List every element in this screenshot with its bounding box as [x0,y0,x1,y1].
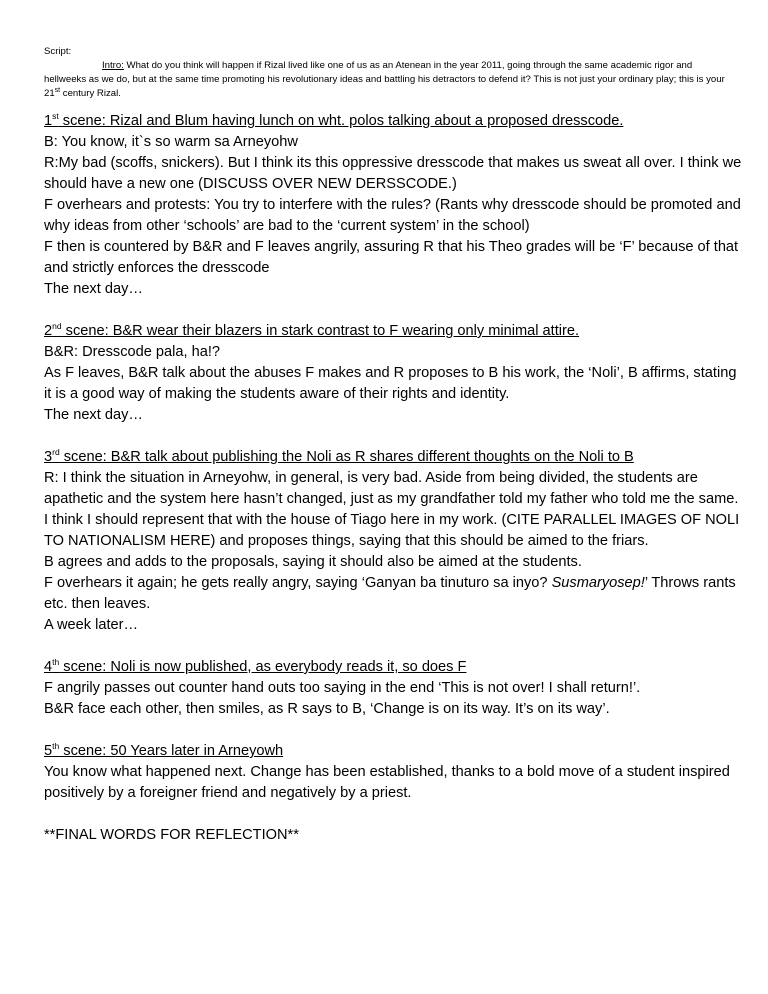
intro-text: What do you think will happen if Rizal lived like one of us as an Atenean in the year 2011, going through the same academic rigor and hellweeks as we do, but at the same time promoting his revolutionary ideas and battling his detractors to defend it? This is not just your ordinary play; this is your 21 [44,60,725,99]
scene4-line: B&R face each other, then smiles, as R says to B, ‘Change is on its way. It’s on its way’. [44,701,610,717]
scene1-line: F overhears and protests: You try to interfere with the rules? (Rants why dresscode should be promoted and why ideas from other ‘schools’ are bad to the ‘current system’ in the school) [44,197,741,234]
scene1-line: B: You know, it`s so warm sa Arneyohw [44,134,298,150]
scene3-line: A week later… [44,617,139,633]
script-intro-block [44,45,734,101]
script-body [44,111,744,846]
scene2-line: The next day… [44,407,143,423]
scene1-heading: 1st scene: Rizal and Blum having lunch on wht. polos talking about a proposed dresscode. [44,111,624,129]
scene1-line: The next day… [44,281,143,297]
scene1-line: F then is countered by B&R and F leaves angrily, assuring R that his Theo grades will be ‘F’ because of that and strictly enforces the dresscode [44,239,739,276]
final-words: **FINAL WORDS FOR REFLECTION** [44,827,299,843]
scene1-line: R:My bad (scoffs, snickers). But I think its this oppressive dresscode that makes us sweat all over. I think we should have a new one (DISCUSS OVER NEW DERSSCODE.) [44,155,742,192]
scene3-heading: 3rd scene: B&R talk about publishing the Noli as R shares different thoughts on the Noli to B [44,447,634,465]
scene4-heading: 4th scene: Noli is now published, as everybody reads it, so does F [44,657,467,675]
script-label: Script: [44,46,72,57]
intro-sup: st [54,86,61,94]
scene3-line: B agrees and adds to the proposals, saying it should also be aimed at the students. [44,554,582,570]
scene4-line: F angrily passes out counter hand outs too saying in the end ‘This is not over! I shall return!’. [44,680,641,696]
scene5-heading: 5th scene: 50 Years later in Arneyowh [44,741,284,759]
intro-paragraph [44,59,734,101]
scene5-line: You know what happened next. Change has been established, thanks to a bold move of a student inspired positively by a foreigner friend and negatively by a priest. [44,764,730,801]
scene2-line: As F leaves, B&R talk about the abuses F makes and R proposes to B his work, the ‘Noli’, B affirms, stating it is a good way of making the students aware of their rights and identity. [44,365,737,402]
scene2-line: B&R: Dresscode pala, ha!? [44,344,221,360]
scene2-heading: 2nd scene: B&R wear their blazers in stark contrast to F wearing only minimal attire. [44,321,580,339]
scene3-line: F overhears it again; he gets really angry, saying ‘Ganyan ba tinuturo sa inyo? Susmaryosep!’ Throws rants etc. then leaves. [44,575,736,612]
intro-text-end: century Rizal. [60,88,121,99]
intro-label: Intro: [102,60,124,71]
scene3-line: R: I think the situation in Arneyohw, in general, is very bad. Aside from being divided, the students are apathetic and the system here hasn’t changed, just as my grandfather told my father who told me the same. I think I should represent that with the house of Tiago here in my work. (CITE PARALLEL IMAGES OF NOLI TO NATIONALISM HERE) and proposes things, saying that this should be aimed to the friars. [44,470,740,549]
